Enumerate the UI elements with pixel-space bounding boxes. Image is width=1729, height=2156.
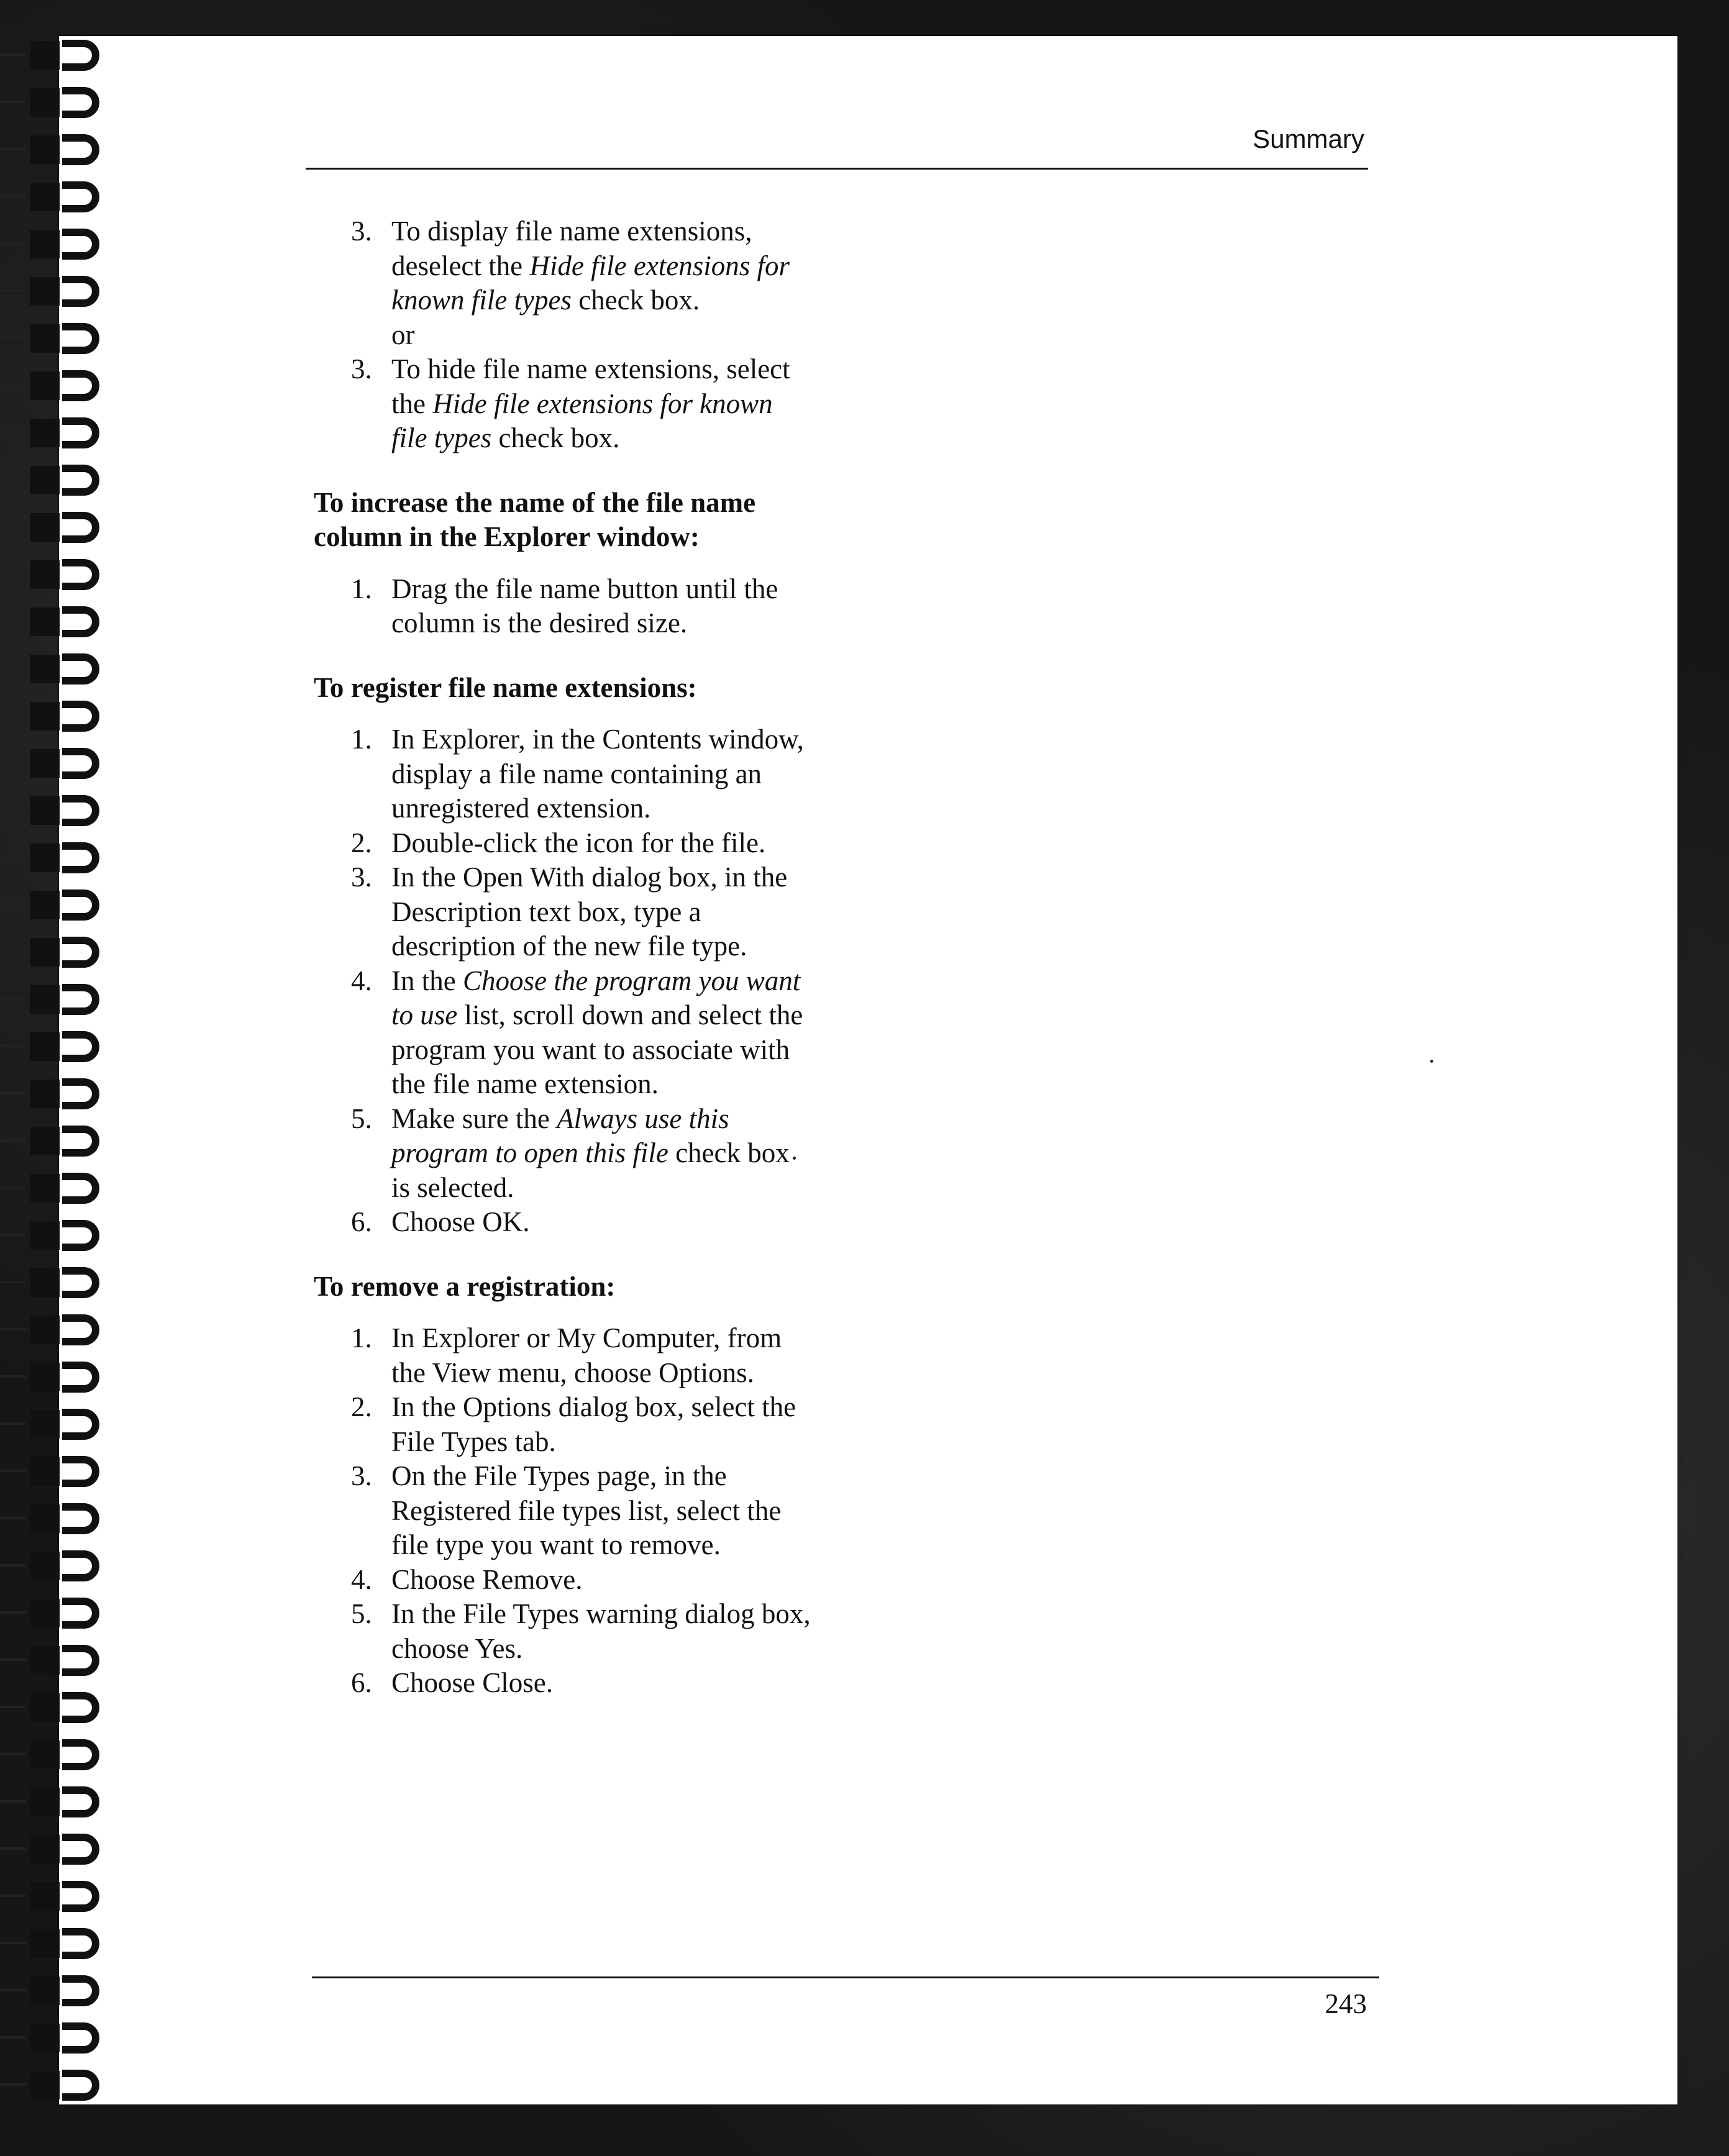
section-heading: To register file name extensions: — [314, 671, 697, 703]
steps-list — [314, 572, 811, 641]
binding-wire — [62, 1456, 99, 1487]
list-item — [314, 964, 811, 1102]
binding-ring — [0, 1501, 118, 1538]
binding-hole — [30, 1788, 60, 1816]
binding-ring — [0, 1123, 118, 1160]
binding-tick — [0, 620, 26, 622]
step-text: To hide file name extensions, select the — [391, 353, 790, 419]
step-number: 6. — [351, 1206, 372, 1237]
step-text-tail: check box. — [571, 284, 700, 316]
step-text: Choose OK. — [391, 1206, 530, 1237]
binding-wire — [62, 1267, 99, 1298]
list-item — [314, 214, 811, 318]
binding-hole — [30, 419, 60, 447]
binding-tick — [0, 478, 26, 481]
binding-hole — [30, 938, 60, 967]
binding-tick — [0, 1139, 26, 1142]
binding-tick — [0, 1894, 26, 1897]
binding-tick — [0, 289, 26, 292]
page-number: 243 — [1325, 1988, 1367, 2019]
binding-hole — [30, 135, 60, 164]
binding-wire — [62, 1834, 99, 1865]
step-number: 1. — [351, 1322, 372, 1353]
binding-wire — [62, 1692, 99, 1723]
binding-tick — [0, 195, 26, 198]
binding-ring — [0, 840, 118, 877]
binding-ring — [0, 1595, 118, 1632]
steps-list — [314, 1321, 811, 1701]
binding-tick — [0, 431, 26, 434]
binding-hole — [30, 749, 60, 778]
binding-ring — [0, 981, 118, 1019]
step-text: In the Options dialog box, select the File Types tab. — [391, 1391, 796, 1457]
binding-ring — [0, 2020, 118, 2057]
binding-tick — [0, 53, 26, 56]
binding-wire — [62, 1126, 99, 1157]
step-number: 2. — [351, 827, 372, 858]
binding-hole — [30, 560, 60, 589]
binding-tick — [0, 1234, 26, 1236]
binding-hole — [30, 371, 60, 400]
binding-wire — [62, 1031, 99, 1062]
binding-tick — [0, 998, 26, 1000]
binding-hole — [30, 702, 60, 730]
binding-tick — [0, 1800, 26, 1803]
binding-hole — [30, 1552, 60, 1580]
step-number: 1. — [351, 573, 372, 604]
binding-wire — [62, 134, 99, 165]
scan-speck — [1430, 1060, 1433, 1063]
binding-wire — [62, 1550, 99, 1581]
binding-ring — [0, 462, 118, 499]
binding-ring — [0, 273, 118, 311]
binding-ring — [0, 1642, 118, 1680]
step-text-tail: list, scroll down and select the program you want to associate with the file name extension. — [391, 999, 803, 1099]
section-heading: To increase the name of the file name column in the Explorer window: — [314, 486, 756, 552]
header-title: Summary — [1252, 124, 1364, 153]
step-text: On the File Types page, in the Registered file types list, select the file type you want to remove. — [391, 1460, 782, 1560]
binding-ring — [0, 934, 118, 971]
step-text-tail: check box. — [491, 422, 620, 453]
binding-tick — [0, 101, 26, 103]
binding-ring — [0, 604, 118, 641]
step-number: 5. — [351, 1103, 372, 1134]
binding-hole — [30, 1080, 60, 1108]
list-item — [314, 860, 811, 964]
step-text: In the — [391, 965, 463, 996]
binding-hole — [30, 2024, 60, 2052]
binding-hole — [30, 1835, 60, 1863]
book-page — [59, 36, 1677, 2104]
list-item — [314, 1102, 811, 1206]
binding-ring — [0, 1312, 118, 1349]
binding-wire — [62, 937, 99, 968]
binding-hole — [30, 1457, 60, 1486]
step-text: In the Open With dialog box, in the Description text box, type a description of the new file type. — [391, 862, 788, 962]
binding-ring — [0, 1265, 118, 1302]
binding-tick — [0, 1753, 26, 1755]
step-number: 3. — [351, 1460, 372, 1491]
binding-ring — [0, 132, 118, 169]
list-item — [314, 722, 811, 826]
binding-ring — [0, 509, 118, 547]
binding-wire — [62, 842, 99, 873]
binding-hole — [30, 1221, 60, 1250]
binding-wire — [62, 1598, 99, 1629]
binding-tick — [0, 573, 26, 575]
binding-tick — [0, 856, 26, 858]
list-item — [314, 826, 811, 861]
step-number: 4. — [351, 1563, 372, 1595]
binding-hole — [30, 607, 60, 636]
binding-wire — [62, 40, 99, 71]
binding-hole — [30, 2071, 60, 2099]
binding-wire — [62, 465, 99, 496]
binding-tick — [0, 1470, 26, 1472]
binding-hole — [30, 1032, 60, 1061]
binding-hole — [30, 230, 60, 258]
binding-tick — [0, 903, 26, 906]
binding-ring — [0, 1406, 118, 1444]
binding-ring — [0, 415, 118, 452]
step-emphasis: Hide file extensions for known file types — [391, 250, 790, 316]
step-number: 3. — [351, 862, 372, 893]
step-number: 5. — [351, 1598, 372, 1629]
binding-ring — [0, 321, 118, 358]
binding-hole — [30, 513, 60, 542]
binding-tick — [0, 1611, 26, 1614]
binding-hole — [30, 1316, 60, 1344]
or-text: or — [391, 319, 415, 350]
binding-tick — [0, 148, 26, 150]
step-text: In the File Types warning dialog box, choose Yes. — [391, 1598, 811, 1664]
or-item — [314, 318, 811, 353]
binding-ring — [0, 1548, 118, 1585]
binding-ring — [0, 2067, 118, 2104]
binding-wire — [62, 748, 99, 779]
binding-wire — [62, 1645, 99, 1676]
binding-tick — [0, 1564, 26, 1567]
binding-hole — [30, 1599, 60, 1627]
binding-tick — [0, 384, 26, 386]
binding-wire — [62, 889, 99, 921]
binding-tick — [0, 1422, 26, 1425]
step-number: 3. — [351, 353, 372, 384]
step-text: Make sure the — [391, 1103, 557, 1134]
binding-ring — [0, 1453, 118, 1491]
binding-tick — [0, 1045, 26, 1047]
binding-hole — [30, 88, 60, 117]
binding-wire — [62, 417, 99, 448]
binding-ring — [0, 1973, 118, 2010]
binding-ring — [0, 84, 118, 122]
binding-tick — [0, 337, 26, 339]
binding-hole — [30, 1410, 60, 1439]
binding-hole — [30, 1268, 60, 1297]
binding-ring — [0, 1831, 118, 1868]
binding-hole — [30, 1174, 60, 1203]
binding-hole — [30, 1882, 60, 1911]
footer-rule — [312, 1976, 1379, 1978]
list-item — [314, 1666, 811, 1701]
binding-wire — [62, 1362, 99, 1393]
step-emphasis: Always use this program to open this file — [391, 1103, 729, 1168]
binding-ring — [0, 37, 118, 75]
binding-hole — [30, 1740, 60, 1769]
binding-ring — [0, 1076, 118, 1113]
list-item — [314, 1597, 811, 1666]
step-emphasis: Hide file extensions for known file types — [391, 388, 773, 453]
binding-wire — [62, 701, 99, 732]
binding-hole — [30, 796, 60, 825]
binding-wire — [62, 1739, 99, 1770]
binding-tick — [0, 2036, 26, 2039]
step-text: Choose Close. — [391, 1667, 554, 1698]
binding-hole — [30, 844, 60, 872]
binding-wire — [62, 323, 99, 354]
binding-ring — [0, 1029, 118, 1066]
binding-tick — [0, 714, 26, 717]
step-emphasis: Choose the program you want to use — [391, 965, 801, 1030]
binding-ring — [0, 887, 118, 924]
list-item — [314, 1390, 811, 1459]
list-item — [314, 352, 811, 456]
scan-speck — [793, 1157, 796, 1160]
binding-ring — [0, 368, 118, 405]
page-body — [314, 214, 811, 1701]
list-item — [314, 1205, 811, 1240]
steps-list — [314, 722, 811, 1240]
section-register-extensions — [314, 671, 811, 1240]
binding-hole — [30, 183, 60, 211]
binding-hole — [30, 1646, 60, 1675]
binding-ring — [0, 1878, 118, 1916]
binding-tick — [0, 1186, 26, 1189]
binding-wire — [62, 1503, 99, 1534]
binding-hole — [30, 324, 60, 353]
step-text: In Explorer or My Computer, from the View menu, choose Options. — [391, 1322, 782, 1388]
step-text-tail: check box is selected. — [391, 1137, 790, 1203]
list-item — [314, 1459, 811, 1563]
binding-hole — [30, 466, 60, 494]
binding-wire — [62, 1786, 99, 1817]
spiral-binding — [0, 37, 124, 2124]
step-text: Choose Remove. — [391, 1563, 583, 1595]
binding-hole — [30, 1127, 60, 1155]
binding-hole — [30, 1693, 60, 1722]
binding-wire — [62, 606, 99, 637]
binding-wire — [62, 87, 99, 118]
steps-list — [314, 214, 811, 456]
binding-tick — [0, 242, 26, 245]
binding-wire — [62, 1173, 99, 1204]
binding-wire — [62, 512, 99, 543]
binding-wire — [62, 2022, 99, 2054]
step-number: 1. — [351, 724, 372, 755]
step-number: 3. — [351, 216, 372, 247]
binding-tick — [0, 1328, 26, 1330]
binding-ring — [0, 1217, 118, 1255]
binding-wire — [62, 1409, 99, 1440]
binding-ring — [0, 1784, 118, 1821]
list-item — [314, 1321, 811, 1390]
binding-wire — [62, 229, 99, 260]
step-text: Drag the file name button until the column is the desired size. — [391, 573, 778, 639]
binding-hole — [30, 891, 60, 919]
binding-tick — [0, 1706, 26, 1708]
binding-hole — [30, 655, 60, 683]
binding-tick — [0, 762, 26, 764]
binding-hole — [30, 277, 60, 306]
binding-ring — [0, 1170, 118, 1208]
binding-ring — [0, 651, 118, 688]
binding-hole — [30, 41, 60, 70]
binding-tick — [0, 950, 26, 953]
step-text: Double-click the icon for the file. — [391, 827, 766, 858]
binding-hole — [30, 1504, 60, 1533]
binding-tick — [0, 1658, 26, 1661]
binding-tick — [0, 1517, 26, 1519]
binding-ring — [0, 1359, 118, 1396]
binding-wire — [62, 276, 99, 307]
binding-wire — [62, 181, 99, 212]
section-remove-registration — [314, 1270, 811, 1701]
binding-ring — [0, 226, 118, 263]
binding-hole — [30, 1929, 60, 1958]
binding-tick — [0, 1989, 26, 1991]
binding-hole — [30, 985, 60, 1014]
binding-tick — [0, 1375, 26, 1378]
step-number: 2. — [351, 1391, 372, 1422]
binding-ring — [0, 179, 118, 216]
binding-wire — [62, 1975, 99, 2006]
page-header — [306, 124, 1368, 170]
binding-tick — [0, 1281, 26, 1283]
binding-ring — [0, 1737, 118, 1774]
binding-tick — [0, 1942, 26, 1944]
binding-tick — [0, 809, 26, 811]
step-text: In Explorer, in the Contents window, display a file name containing an unregistered extension. — [391, 724, 804, 824]
list-item — [314, 1563, 811, 1598]
binding-tick — [0, 667, 26, 670]
binding-wire — [62, 984, 99, 1015]
binding-tick — [0, 1092, 26, 1094]
binding-wire — [62, 2070, 99, 2101]
step-number: 4. — [351, 965, 372, 996]
binding-ring — [0, 793, 118, 830]
binding-wire — [62, 1220, 99, 1251]
binding-ring — [0, 745, 118, 783]
step-number: 6. — [351, 1667, 372, 1698]
binding-hole — [30, 1363, 60, 1391]
binding-hole — [30, 1976, 60, 2005]
binding-ring — [0, 698, 118, 735]
binding-wire — [62, 1928, 99, 1959]
binding-ring — [0, 1690, 118, 1727]
binding-ring — [0, 1926, 118, 1963]
binding-wire — [62, 1078, 99, 1109]
binding-tick — [0, 525, 26, 528]
step-text: To display file name extensions, deselect the — [391, 216, 752, 281]
section-heading: To remove a registration: — [314, 1270, 616, 1302]
section-increase-column — [314, 486, 811, 641]
section-continuation — [314, 214, 811, 456]
binding-wire — [62, 653, 99, 685]
binding-wire — [62, 1314, 99, 1345]
binding-tick — [0, 1847, 26, 1850]
binding-wire — [62, 1881, 99, 1912]
binding-wire — [62, 795, 99, 826]
binding-ring — [0, 557, 118, 594]
list-item — [314, 572, 811, 641]
binding-wire — [62, 370, 99, 401]
binding-wire — [62, 559, 99, 590]
binding-tick — [0, 2083, 26, 2086]
